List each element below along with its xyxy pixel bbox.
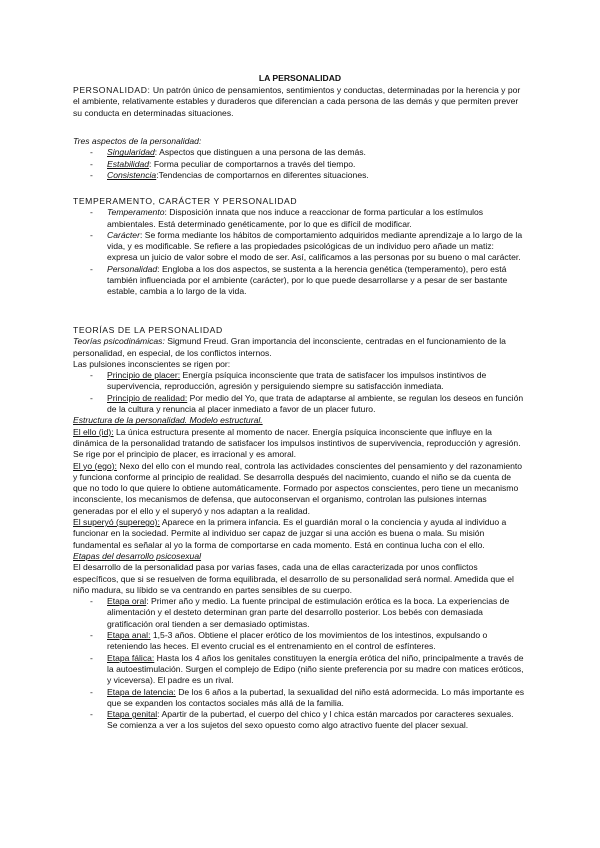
structure-paragraph: El ello (id): La única estructura presente al momento de nacer. Energía psíquica inconsciente que influye en la dinámica de la personalidad tratando de satisfacer los impulsos instintivos de supervivencia, reproducción y agresión. Se rige por el principio de placer, es irracional y es amoral. <box>73 426 521 460</box>
stages-intro: El desarrollo de la personalidad pasa por varias fases, cada una de ellas caracterizada por unos conflictos específicos, que si se resuelven de forma equilibrada, el desarrollo de su personalidad será normal. Amedida que el niño madura, su líbido se va centrando en partes sensibles de su cuerpo. <box>73 562 514 595</box>
theories-heading: TEORÍAS DE LA PERSONALIDAD <box>73 325 223 335</box>
structure-heading: Estructura de la personalidad. Modelo estructural. <box>73 415 263 426</box>
temperament-heading: TEMPERAMENTO, CARÁCTER Y PERSONALIDAD <box>73 196 298 206</box>
aspects-list <box>73 147 525 181</box>
stages-heading: Etapas del desarrollo psicosexual <box>73 550 202 561</box>
list-item: - Singularidad: Aspectos que distinguen a una persona de las demás. <box>73 147 525 158</box>
aspects-heading: Tres aspectos de la personalidad: <box>73 136 202 146</box>
psychodynamic-paragraph: Teorías psicodinámicas: Sigmund Freud. Gran importancia del inconsciente, centradas en el funcionamiento de la personalidad, en especial, de los conflictos internos. <box>73 336 506 358</box>
temperament-section <box>73 196 525 298</box>
theories-section <box>73 325 525 732</box>
stages-list <box>73 596 525 732</box>
aspects-section <box>73 136 525 181</box>
temperament-list <box>73 207 525 297</box>
list-item: - Consistencia:Tendencias de comportarnos en diferentes situaciones. <box>73 170 525 181</box>
list-item: - Carácter: Se forma mediante los hábitos de comportamiento adquiridos mediante aprendizaje a lo largo de la vida, y es modificable. Se refiere a las propiedades psicológicas de un individuo pero añade un matiz: expresa un juicio de valor sobre el modo de ser. Así, calificamos a las personas por su bueno o mal carácter. <box>73 230 525 264</box>
page-title: LA PERSONALIDAD <box>258 73 342 83</box>
structure-paragraph: El yo (ego): Nexo del ello con el mundo real, controla las actividades conscientes del pensamiento y del razonamiento y funciona conforme al principio de realidad. Se desarrolla después del nacimiento, cuando el niño se da cuenta de que no todo lo que quiere lo obtiene automáticamente. Formado por aspectos conscientes, pero tiene un mecanismo inconsciente, los mecanismos de defensa, que autoconservan el organismo, controlan las pulsiones internas generadas por el ello y el superyó y nos adaptan a la realidad. <box>73 460 523 516</box>
definition-paragraph <box>73 85 525 119</box>
list-item: - Principio de placer: Energía psíquica inconsciente que trata de satisfacer los impulsos instintivos de supervivencia, reproducción, agresión y persiguiendo siempre su satisfacción inmediata. <box>73 370 525 393</box>
list-item: - Personalidad: Engloba a los dos aspectos, se sustenta a la herencia genética (temperamento), pero está también influenciada por el ambiente (carácter), por lo que puede desarrollarse y a pesar de ser bastante estable, cambia a lo largo de la vida. <box>73 264 525 298</box>
list-item: - Etapa genital: Apartir de la pubertad, el cuerpo del chico y l chica están marcados por caracteres sexuales. Se comienza a ver a los sujetos del sexo opuesto como algo atractivo fuente del placer sexual. <box>73 709 525 732</box>
list-item: - Etapa anal: 1,5-3 años. Obtiene el placer erótico de los movimientos de los intestinos, expulsando o reteniendo las heces. El evento crucial es el entrenamiento en el control de esfínteres. <box>73 630 525 653</box>
definition-text: Un patrón único de pensamientos, sentimientos y conductas, determinadas por la herencia y por el ambiente, relativamente estables y duraderos que diferencian a cada persona de las demás y que permiten prever su conducta en determinadas situaciones. <box>73 85 521 118</box>
list-item: - Temperamento: Disposición innata que nos induce a reaccionar de forma particular a los estímulos ambientales. Está determinado genéticamente, por lo que es difícil de modificar. <box>73 207 525 230</box>
list-item: - Principio de realidad: Por medio del Yo, que trata de adaptarse al ambiente, se regulan los deseos en función de la cultura y renuncia al placer inmediato a favor de un placer futuro. <box>73 393 525 416</box>
list-item: - Estabilidad: Forma peculiar de comportarnos a través del tiempo. <box>73 159 525 170</box>
principles-list <box>73 370 525 415</box>
definition-term: PERSONALIDAD: <box>73 85 151 95</box>
list-item: - Etapa de latencia: De los 6 años a la pubertad, la sexualidad del niño está adormecida. Lo más importante es que se expanden los contactos sociales más allá de la familia. <box>73 687 525 710</box>
definition-block <box>73 85 525 119</box>
list-item: - Etapa oral: Primer año y medio. La fuente principal de estimulación erótica es la boca. La experiencias de alimentación y el desteto determinan gran parte del desarrollo posterior. Los bebés con demasiada gratificación oral tienden a ser demasiado optimistas. <box>73 596 525 630</box>
structure-paragraph: El superyó (superego): Aparece en la primera infancia. Es el guardián moral o la conciencia y ayuda al individuo a funcionar en la sociedad. Permite al individuo ser capaz de juzgar si una acción es buena o mala. Su misión fundamental es señalar al yo la forma de comportarse en cada momento. Está en continua lucha con el ello. <box>73 517 507 550</box>
drives-intro: Las pulsiones inconscientes se rigen por: <box>73 358 231 369</box>
list-item: - Etapa fálica: Hasta los 4 años los genitales constituyen la energía erótica del niño, principalmente a través de la autoestimulación. Surgen el complejo de Edipo (niño siente preferencia por su madre con matices eróticos, y viceversa). El padre es un rival. <box>73 653 525 687</box>
